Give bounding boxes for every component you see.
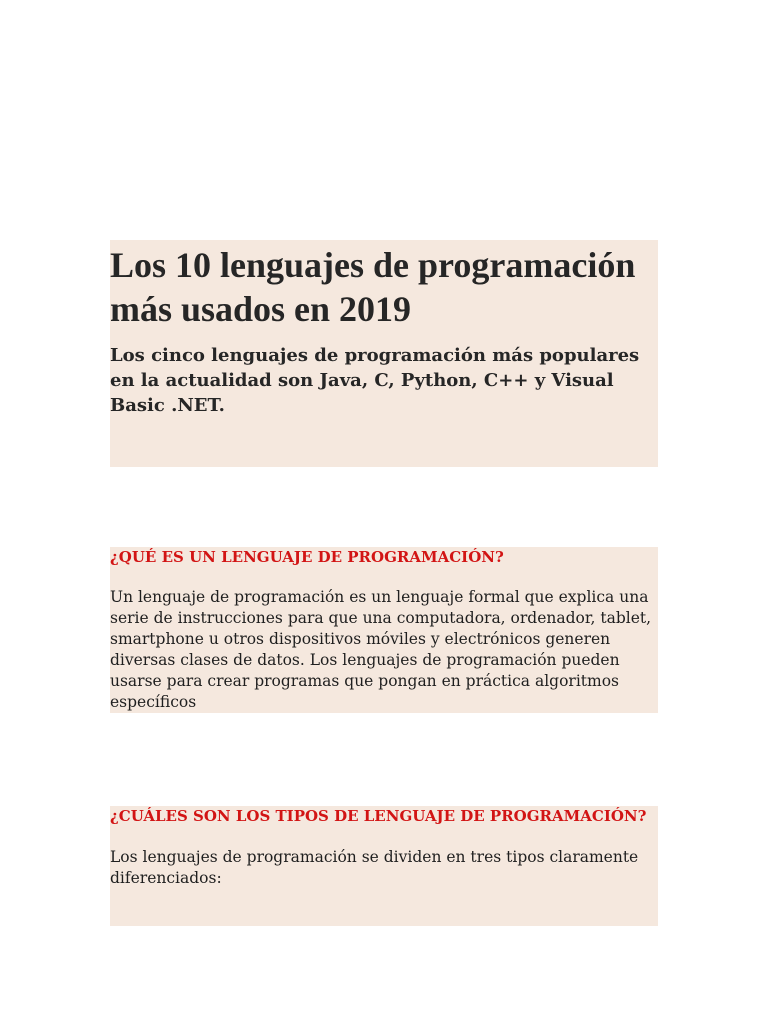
section-heading: ¿QUÉ ES UN LENGUAJE DE PROGRAMACIÓN?	[110, 548, 504, 566]
section-types	[110, 806, 658, 926]
page-title: Los 10 lenguajes de programación más usados en 2019	[110, 245, 636, 329]
section-paragraph: Un lenguaje de programación es un lenguaje formal que explica una serie de instrucciones para que una computadora, ordenador, tablet, smartphone u otros dispositivos móviles y electrónicos generen diversas clases de datos. Los lenguajes de programación pueden usarse para crear programas que pongan en práctica algoritmos específicos	[110, 588, 652, 711]
page-subtitle: Los cinco lenguajes de programación más populares en la actualidad son Java, C, Python, C++ y Visual Basic .NET.	[110, 345, 640, 416]
section-heading: ¿CUÁLES SON LOS TIPOS DE LENGUAJE DE PROGRAMACIÓN?	[110, 807, 647, 825]
section-paragraph: Los lenguajes de programación se dividen en tres tipos claramente diferenciados:	[110, 848, 639, 887]
section-what-is	[110, 547, 658, 713]
title-block	[110, 240, 658, 467]
